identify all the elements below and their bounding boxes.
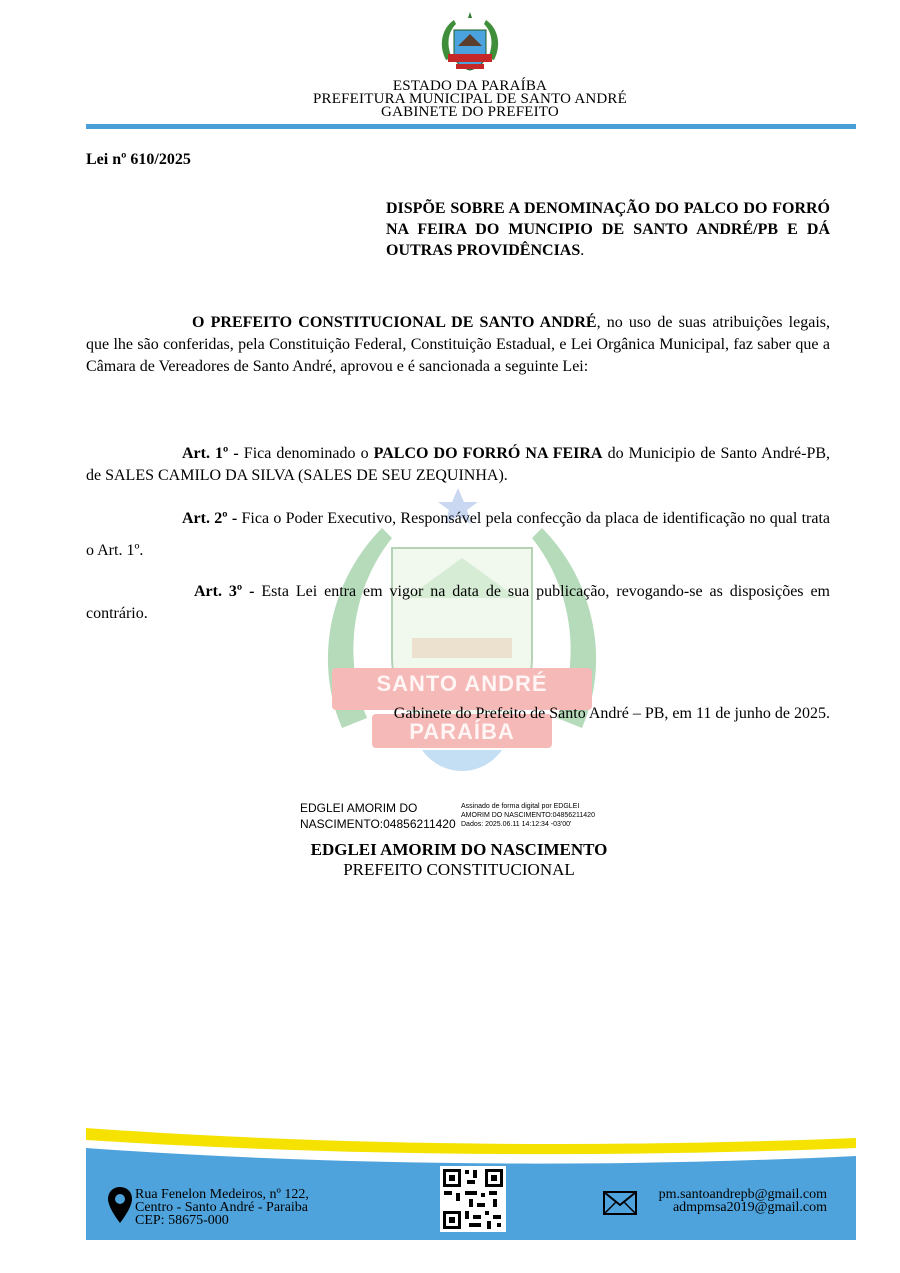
article-1 bbox=[86, 443, 830, 487]
article-3-text: Esta Lei entra em vigor na data de sua publicação, revogando-se as disposições em contrário. bbox=[86, 583, 831, 622]
footer-address-line3: CEP: 58675-000 bbox=[135, 1213, 229, 1228]
header-divider bbox=[86, 124, 856, 129]
footer-address bbox=[135, 1188, 309, 1227]
coat-of-arms-icon bbox=[436, 10, 504, 74]
signer-role: PREFEITO CONSTITUCIONAL bbox=[343, 860, 575, 879]
header-state: ESTADO DA PARAÍBA bbox=[392, 78, 548, 94]
qr-code-icon bbox=[440, 1166, 506, 1232]
footer-email-2[interactable]: admpmsa2019@gmail.com bbox=[672, 1200, 827, 1215]
law-ementa bbox=[386, 198, 830, 261]
preamble-text: , no uso de suas atribuições legais, que lhe são conferidas, pela Constituição Federal, Constituição Estadual, e Lei Orgânica Municipal, faz saber que a Câmara de Vereadores de Santo André, aprovou e é sancionada a seguinte Lei: bbox=[86, 314, 830, 375]
digital-signature-name-line1: EDGLEI AMORIM DO bbox=[300, 801, 418, 815]
footer-emails bbox=[644, 1188, 827, 1214]
preamble-lead: O PREFEITO CONSTITUCIONAL DE SANTO ANDRÉ bbox=[192, 314, 597, 331]
article-3 bbox=[86, 581, 830, 625]
article-2-text: Fica o Poder Executivo, Responsável pela confecção da placa de identificação no qual trata o Art. 1º. bbox=[86, 510, 831, 559]
footer-address-line1: Rua Fenelon Medeiros, nº 122, bbox=[135, 1187, 309, 1202]
digital-signature-detail-line2: AMORIM DO NASCIMENTO:04856211420 bbox=[461, 812, 595, 819]
article-2 bbox=[86, 503, 830, 567]
article-1-emph: PALCO DO FORRÓ NA FEIRA bbox=[373, 445, 603, 462]
article-3-label: Art. 3º - bbox=[194, 583, 255, 600]
article-2-label: Art. 2º - bbox=[182, 510, 238, 527]
footer-email-1[interactable]: pm.santoandrepb@gmail.com bbox=[658, 1187, 827, 1202]
digital-signature-name bbox=[300, 800, 456, 832]
header-municipality: PREFEITURA MUNICIPAL DE SANTO ANDRÉ bbox=[313, 91, 627, 107]
watermark-banner-top: SANTO ANDRÉ bbox=[376, 671, 548, 696]
law-number: Lei nº 610/2025 bbox=[86, 151, 191, 168]
digital-signature-name-line2: NASCIMENTO:04856211420 bbox=[300, 817, 456, 831]
article-1-post: do Municipio de Santo André-PB, de SALES CAMILO DA SILVA (SALES DE SEU ZEQUINHA). bbox=[86, 445, 831, 484]
digital-signature-detail-line3: Dados: 2025.06.11 14:12:34 -03'00' bbox=[461, 821, 572, 828]
article-1-pre: Fica denominado o bbox=[238, 445, 374, 462]
closing-place-date: Gabinete do Prefeito de Santo André – PB, em 11 de junho de 2025. bbox=[393, 705, 830, 722]
preamble-paragraph bbox=[86, 312, 830, 378]
watermark-banner-bottom: PARAÍBA bbox=[409, 719, 515, 744]
law-ementa-text: DISPÕE SOBRE A DENOMINAÇÃO DO PALCO DO FORRÓ NA FEIRA DO MUNCIPIO DE SANTO ANDRÉ/PB E DÁ OUTRAS PROVIDÊNCIAS bbox=[386, 200, 830, 259]
law-ementa-end: . bbox=[580, 242, 585, 259]
signer-name: EDGLEI AMORIM DO NASCIMENTO bbox=[310, 840, 608, 859]
email-icon bbox=[603, 1191, 637, 1215]
digital-signature-detail-line1: Assinado de forma digital por EDGLEI bbox=[461, 803, 580, 810]
header-office: GABINETE DO PREFEITO bbox=[381, 104, 559, 120]
article-1-label: Art. 1º - bbox=[182, 445, 239, 462]
digital-signature-details bbox=[461, 802, 595, 829]
location-pin-icon bbox=[108, 1187, 132, 1223]
footer-address-line2: Centro - Santo André - Paraiba bbox=[135, 1200, 309, 1215]
